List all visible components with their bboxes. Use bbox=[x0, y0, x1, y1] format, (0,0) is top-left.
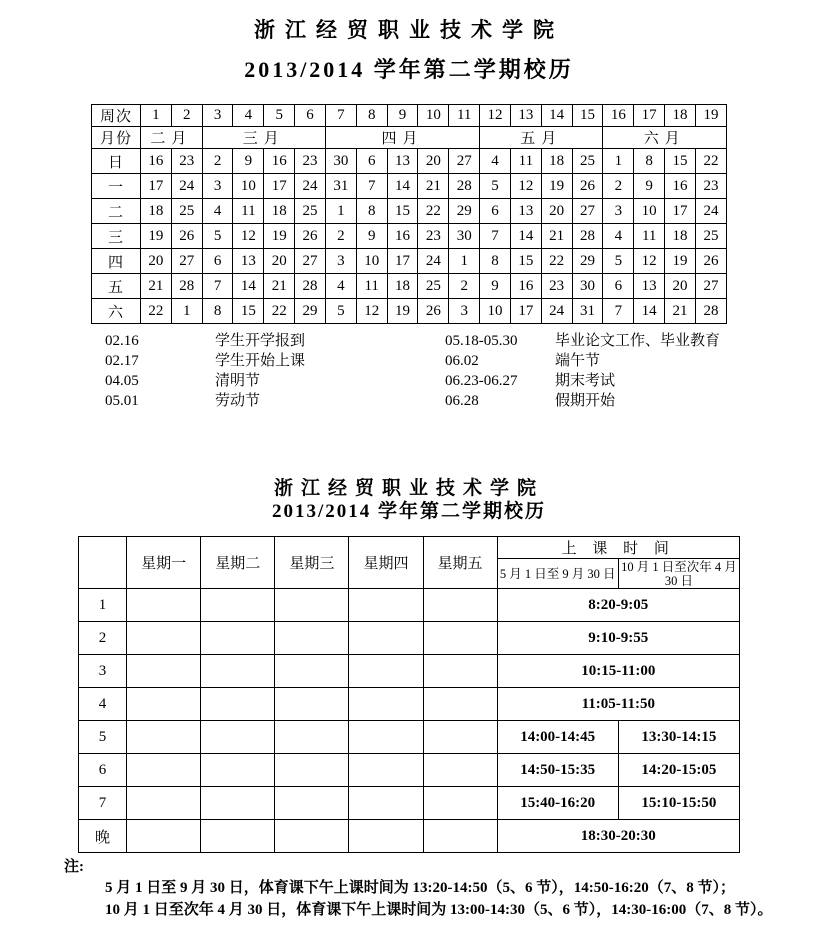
school-name-title: 浙江经贸职业技术学院 bbox=[254, 18, 564, 42]
time-value-merged: 18:30-20:30 bbox=[497, 820, 739, 853]
weekday-label: 四 bbox=[92, 249, 141, 274]
date-cell: 16 bbox=[141, 149, 172, 174]
date-cell: 3 bbox=[449, 299, 480, 324]
date-cell: 4 bbox=[603, 224, 634, 249]
calendar-table-body bbox=[92, 105, 727, 324]
date-cell: 20 bbox=[418, 149, 449, 174]
notes-lines bbox=[64, 877, 818, 921]
date-cell: 10 bbox=[356, 249, 387, 274]
time-value-winter: 15:10-15:50 bbox=[618, 787, 739, 820]
month-header-row bbox=[92, 127, 727, 149]
calendar-day-row bbox=[92, 274, 727, 299]
date-cell: 19 bbox=[541, 174, 572, 199]
schedule-corner-cell bbox=[79, 537, 127, 589]
date-cell: 11 bbox=[356, 274, 387, 299]
date-cell: 7 bbox=[603, 299, 634, 324]
time-value-merged: 8:20-9:05 bbox=[497, 589, 739, 622]
date-cell: 19 bbox=[387, 299, 418, 324]
event-row bbox=[105, 391, 818, 411]
calendar-day-row bbox=[92, 224, 727, 249]
date-cell: 4 bbox=[325, 274, 356, 299]
date-cell: 12 bbox=[510, 174, 541, 199]
date-cell: 20 bbox=[541, 199, 572, 224]
date-cell: 21 bbox=[264, 274, 295, 299]
date-cell: 1 bbox=[325, 199, 356, 224]
date-cell: 16 bbox=[665, 174, 696, 199]
date-cell: 4 bbox=[480, 149, 511, 174]
schedule-sheet bbox=[0, 477, 818, 921]
date-cell: 23 bbox=[418, 224, 449, 249]
note-line: 5 月 1 日至 9 月 30 日，体育课下午上课时间为 13:20-14:50（5、6 节），14:50-16:20（7、8 节）； bbox=[105, 880, 735, 896]
date-cell: 20 bbox=[264, 249, 295, 274]
date-cell: 3 bbox=[325, 249, 356, 274]
schedule-empty-cell bbox=[127, 820, 201, 853]
period-label: 1 bbox=[79, 589, 127, 622]
date-cell: 6 bbox=[202, 249, 233, 274]
date-cell: 26 bbox=[171, 224, 202, 249]
period-label: 6 bbox=[79, 754, 127, 787]
date-cell: 28 bbox=[449, 174, 480, 199]
period-label: 3 bbox=[79, 655, 127, 688]
date-cell: 2 bbox=[325, 224, 356, 249]
date-cell: 2 bbox=[449, 274, 480, 299]
calendar-events bbox=[105, 331, 818, 411]
month-row-label: 月份 bbox=[92, 127, 141, 149]
date-cell: 5 bbox=[325, 299, 356, 324]
calendar-day-row bbox=[92, 299, 727, 324]
date-cell: 13 bbox=[387, 149, 418, 174]
schedule-row bbox=[79, 787, 740, 820]
date-cell: 30 bbox=[325, 149, 356, 174]
date-cell: 31 bbox=[325, 174, 356, 199]
date-cell: 20 bbox=[141, 249, 172, 274]
schedule-empty-cell bbox=[423, 721, 497, 754]
date-cell: 18 bbox=[141, 199, 172, 224]
date-cell: 8 bbox=[480, 249, 511, 274]
schedule-empty-cell bbox=[423, 754, 497, 787]
date-cell: 20 bbox=[665, 274, 696, 299]
note-line: 10 月 1 日至次年 4 月 30 日，体育课下午上课时间为 13:00-14:30（5、6 节），14:30-16:00（7、8 节）。 bbox=[105, 902, 773, 918]
date-cell: 16 bbox=[387, 224, 418, 249]
schedule-empty-cell bbox=[349, 655, 423, 688]
semester-calendar-title: 2013/2014 学年第二学期校历 bbox=[244, 57, 574, 82]
calendar-sheet bbox=[0, 14, 818, 411]
week-number-cell: 9 bbox=[387, 105, 418, 127]
event-date: 06.23-06.27 bbox=[445, 373, 518, 389]
time-value-winter: 14:20-15:05 bbox=[618, 754, 739, 787]
schedule-empty-cell bbox=[201, 721, 275, 754]
schedule-header-row-1 bbox=[79, 537, 740, 559]
date-cell: 22 bbox=[541, 249, 572, 274]
weekday-label: 三 bbox=[92, 224, 141, 249]
schedule-empty-cell bbox=[127, 787, 201, 820]
notes-label: 注: bbox=[64, 859, 84, 875]
date-cell: 13 bbox=[233, 249, 264, 274]
event-date: 06.02 bbox=[445, 353, 479, 369]
date-cell: 6 bbox=[356, 149, 387, 174]
date-cell: 7 bbox=[480, 224, 511, 249]
date-cell: 11 bbox=[510, 149, 541, 174]
date-cell: 9 bbox=[480, 274, 511, 299]
schedule-empty-cell bbox=[201, 754, 275, 787]
date-cell: 7 bbox=[356, 174, 387, 199]
date-cell: 8 bbox=[356, 199, 387, 224]
date-cell: 14 bbox=[233, 274, 264, 299]
date-cell: 1 bbox=[449, 249, 480, 274]
schedule-empty-cell bbox=[201, 655, 275, 688]
schedule-row bbox=[79, 589, 740, 622]
time-period-summer-label: 5 月 1 日至 9 月 30 日 bbox=[499, 566, 616, 581]
week-number-cell: 13 bbox=[510, 105, 541, 127]
date-cell: 3 bbox=[603, 199, 634, 224]
event-date: 02.17 bbox=[105, 353, 139, 369]
schedule-empty-cell bbox=[423, 622, 497, 655]
week-row-label: 周次 bbox=[92, 105, 141, 127]
event-row bbox=[105, 351, 818, 371]
date-cell: 30 bbox=[572, 274, 603, 299]
week-number-cell: 5 bbox=[264, 105, 295, 127]
schedule-empty-cell bbox=[349, 787, 423, 820]
date-cell: 17 bbox=[510, 299, 541, 324]
date-cell: 24 bbox=[171, 174, 202, 199]
date-cell: 27 bbox=[295, 249, 326, 274]
date-cell: 11 bbox=[233, 199, 264, 224]
day-header-cell: 星期四 bbox=[349, 537, 423, 589]
schedule-empty-cell bbox=[275, 820, 349, 853]
schedule-empty-cell bbox=[275, 754, 349, 787]
date-cell: 13 bbox=[634, 274, 665, 299]
schedule-empty-cell bbox=[423, 655, 497, 688]
class-time-header: 上 课 时 间 bbox=[497, 537, 739, 559]
date-cell: 1 bbox=[171, 299, 202, 324]
date-cell: 15 bbox=[233, 299, 264, 324]
date-cell: 24 bbox=[695, 199, 726, 224]
period-label: 晚 bbox=[79, 820, 127, 853]
date-cell: 22 bbox=[418, 199, 449, 224]
day-header-cell: 星期二 bbox=[201, 537, 275, 589]
date-cell: 26 bbox=[295, 224, 326, 249]
date-cell: 25 bbox=[171, 199, 202, 224]
date-cell: 17 bbox=[665, 199, 696, 224]
date-cell: 30 bbox=[449, 224, 480, 249]
date-cell: 5 bbox=[603, 249, 634, 274]
week-number-cell: 16 bbox=[603, 105, 634, 127]
schedule-table-body bbox=[79, 537, 740, 853]
week-number-cell: 10 bbox=[418, 105, 449, 127]
week-number-cell: 17 bbox=[634, 105, 665, 127]
date-cell: 15 bbox=[510, 249, 541, 274]
date-cell: 31 bbox=[572, 299, 603, 324]
schedule-row bbox=[79, 622, 740, 655]
event-name: 假期开始 bbox=[555, 393, 616, 409]
date-cell: 18 bbox=[387, 274, 418, 299]
date-cell: 16 bbox=[264, 149, 295, 174]
period-label: 7 bbox=[79, 787, 127, 820]
schedule-empty-cell bbox=[201, 589, 275, 622]
week-number-cell: 6 bbox=[295, 105, 326, 127]
month-cell: 六月 bbox=[603, 127, 727, 149]
date-cell: 28 bbox=[171, 274, 202, 299]
event-date: 05.01 bbox=[105, 393, 139, 409]
calendar-table bbox=[91, 104, 727, 324]
date-cell: 21 bbox=[541, 224, 572, 249]
week-number-cell: 11 bbox=[449, 105, 480, 127]
month-cell: 三月 bbox=[202, 127, 325, 149]
date-cell: 6 bbox=[480, 199, 511, 224]
school-name-title-2: 浙江经贸职业技术学院 bbox=[273, 478, 544, 499]
week-number-cell: 18 bbox=[665, 105, 696, 127]
date-cell: 25 bbox=[572, 149, 603, 174]
schedule-empty-cell bbox=[275, 622, 349, 655]
week-number-cell: 8 bbox=[356, 105, 387, 127]
date-cell: 24 bbox=[541, 299, 572, 324]
date-cell: 21 bbox=[665, 299, 696, 324]
period-label: 4 bbox=[79, 688, 127, 721]
calendar-day-row bbox=[92, 149, 727, 174]
date-cell: 14 bbox=[387, 174, 418, 199]
schedule-empty-cell bbox=[349, 721, 423, 754]
time-period-winter: 10 月 1 日至次年 4 月 30 日 bbox=[618, 559, 739, 589]
date-cell: 18 bbox=[665, 224, 696, 249]
event-name: 学生开始上课 bbox=[215, 353, 306, 369]
date-cell: 2 bbox=[603, 174, 634, 199]
date-cell: 1 bbox=[603, 149, 634, 174]
event-name: 期末考试 bbox=[555, 373, 616, 389]
date-cell: 17 bbox=[141, 174, 172, 199]
weekday-label: 二 bbox=[92, 199, 141, 224]
date-cell: 7 bbox=[202, 274, 233, 299]
time-value-summer: 14:00-14:45 bbox=[497, 721, 618, 754]
date-cell: 18 bbox=[264, 199, 295, 224]
date-cell: 19 bbox=[264, 224, 295, 249]
date-cell: 26 bbox=[418, 299, 449, 324]
time-period-summer bbox=[497, 559, 618, 589]
date-cell: 26 bbox=[572, 174, 603, 199]
date-cell: 4 bbox=[202, 199, 233, 224]
schedule-empty-cell bbox=[201, 820, 275, 853]
date-cell: 10 bbox=[634, 199, 665, 224]
date-cell: 28 bbox=[695, 299, 726, 324]
day-header-cell: 星期三 bbox=[275, 537, 349, 589]
date-cell: 16 bbox=[510, 274, 541, 299]
date-cell: 9 bbox=[634, 174, 665, 199]
date-cell: 27 bbox=[695, 274, 726, 299]
schedule-empty-cell bbox=[275, 589, 349, 622]
event-date: 04.05 bbox=[105, 373, 139, 389]
date-cell: 27 bbox=[449, 149, 480, 174]
date-cell: 2 bbox=[202, 149, 233, 174]
date-cell: 5 bbox=[202, 224, 233, 249]
weekday-label: 五 bbox=[92, 274, 141, 299]
date-cell: 22 bbox=[264, 299, 295, 324]
date-cell: 14 bbox=[634, 299, 665, 324]
schedule-empty-cell bbox=[349, 688, 423, 721]
date-cell: 22 bbox=[695, 149, 726, 174]
schedule-empty-cell bbox=[127, 721, 201, 754]
time-value-summer: 15:40-16:20 bbox=[497, 787, 618, 820]
date-cell: 22 bbox=[141, 299, 172, 324]
date-cell: 8 bbox=[202, 299, 233, 324]
date-cell: 19 bbox=[141, 224, 172, 249]
date-cell: 24 bbox=[295, 174, 326, 199]
schedule-empty-cell bbox=[201, 622, 275, 655]
week-number-cell: 14 bbox=[541, 105, 572, 127]
date-cell: 5 bbox=[480, 174, 511, 199]
schedule-row bbox=[79, 721, 740, 754]
event-row bbox=[105, 371, 818, 391]
event-name: 劳动节 bbox=[215, 393, 261, 409]
calendar-day-row bbox=[92, 199, 727, 224]
week-number-cell: 2 bbox=[171, 105, 202, 127]
schedule-row bbox=[79, 754, 740, 787]
date-cell: 12 bbox=[634, 249, 665, 274]
date-cell: 23 bbox=[171, 149, 202, 174]
week-number-cell: 19 bbox=[695, 105, 726, 127]
calendar-day-row bbox=[92, 249, 727, 274]
date-cell: 25 bbox=[418, 274, 449, 299]
date-cell: 23 bbox=[695, 174, 726, 199]
date-cell: 12 bbox=[233, 224, 264, 249]
date-cell: 23 bbox=[541, 274, 572, 299]
semester-calendar-title-2: 2013/2014 学年第二学期校历 bbox=[271, 501, 547, 522]
time-value-merged: 10:15-11:00 bbox=[497, 655, 739, 688]
event-name: 清明节 bbox=[215, 373, 261, 389]
date-cell: 25 bbox=[295, 199, 326, 224]
page bbox=[0, 14, 818, 928]
month-cell: 四月 bbox=[325, 127, 479, 149]
date-cell: 21 bbox=[418, 174, 449, 199]
date-cell: 6 bbox=[603, 274, 634, 299]
event-name: 毕业论文工作、毕业教育 bbox=[555, 333, 721, 349]
event-date: 05.18-05.30 bbox=[445, 333, 518, 349]
schedule-empty-cell bbox=[127, 622, 201, 655]
schedule-empty-cell bbox=[349, 754, 423, 787]
date-cell: 21 bbox=[141, 274, 172, 299]
week-number-cell: 15 bbox=[572, 105, 603, 127]
week-number-cell: 7 bbox=[325, 105, 356, 127]
schedule-empty-cell bbox=[201, 787, 275, 820]
time-value-merged: 11:05-11:50 bbox=[497, 688, 739, 721]
date-cell: 13 bbox=[510, 199, 541, 224]
date-cell: 15 bbox=[387, 199, 418, 224]
month-cell: 二月 bbox=[141, 127, 203, 149]
date-cell: 8 bbox=[634, 149, 665, 174]
date-cell: 19 bbox=[665, 249, 696, 274]
weekday-label: 一 bbox=[92, 174, 141, 199]
event-name: 端午节 bbox=[555, 353, 601, 369]
week-number-cell: 3 bbox=[202, 105, 233, 127]
schedule-empty-cell bbox=[349, 820, 423, 853]
day-header-cell: 星期五 bbox=[423, 537, 497, 589]
schedule-empty-cell bbox=[127, 688, 201, 721]
date-cell: 29 bbox=[572, 249, 603, 274]
schedule-empty-cell bbox=[349, 622, 423, 655]
schedule-empty-cell bbox=[201, 688, 275, 721]
schedule-empty-cell bbox=[127, 589, 201, 622]
date-cell: 29 bbox=[295, 299, 326, 324]
schedule-empty-cell bbox=[423, 589, 497, 622]
date-cell: 15 bbox=[665, 149, 696, 174]
event-date: 06.28 bbox=[445, 393, 479, 409]
schedule-row bbox=[79, 688, 740, 721]
date-cell: 26 bbox=[695, 249, 726, 274]
month-cell: 五月 bbox=[480, 127, 603, 149]
time-value-summer: 14:50-15:35 bbox=[497, 754, 618, 787]
schedule-empty-cell bbox=[275, 688, 349, 721]
schedule-empty-cell bbox=[349, 589, 423, 622]
event-row bbox=[105, 331, 818, 351]
date-cell: 18 bbox=[541, 149, 572, 174]
date-cell: 10 bbox=[233, 174, 264, 199]
event-name: 学生开学报到 bbox=[215, 333, 306, 349]
date-cell: 12 bbox=[356, 299, 387, 324]
schedule-empty-cell bbox=[275, 721, 349, 754]
schedule-empty-cell bbox=[127, 655, 201, 688]
schedule-table bbox=[78, 536, 740, 853]
schedule-empty-cell bbox=[127, 754, 201, 787]
date-cell: 9 bbox=[356, 224, 387, 249]
date-cell: 9 bbox=[233, 149, 264, 174]
weekday-label: 六 bbox=[92, 299, 141, 324]
date-cell: 27 bbox=[171, 249, 202, 274]
date-cell: 3 bbox=[202, 174, 233, 199]
schedule-empty-cell bbox=[423, 688, 497, 721]
date-cell: 25 bbox=[695, 224, 726, 249]
period-label: 5 bbox=[79, 721, 127, 754]
week-number-cell: 4 bbox=[233, 105, 264, 127]
date-cell: 10 bbox=[480, 299, 511, 324]
schedule-empty-cell bbox=[275, 655, 349, 688]
week-number-cell: 1 bbox=[141, 105, 172, 127]
week-header-row bbox=[92, 105, 727, 127]
schedule-row bbox=[79, 655, 740, 688]
date-cell: 29 bbox=[449, 199, 480, 224]
date-cell: 11 bbox=[634, 224, 665, 249]
date-cell: 23 bbox=[295, 149, 326, 174]
date-cell: 28 bbox=[572, 224, 603, 249]
date-cell: 24 bbox=[418, 249, 449, 274]
schedule-empty-cell bbox=[275, 787, 349, 820]
date-cell: 17 bbox=[387, 249, 418, 274]
date-cell: 27 bbox=[572, 199, 603, 224]
period-label: 2 bbox=[79, 622, 127, 655]
time-value-winter: 13:30-14:15 bbox=[618, 721, 739, 754]
date-cell: 28 bbox=[295, 274, 326, 299]
date-cell: 14 bbox=[510, 224, 541, 249]
event-date: 02.16 bbox=[105, 333, 139, 349]
schedule-row bbox=[79, 820, 740, 853]
weekday-label: 日 bbox=[92, 149, 141, 174]
time-value-merged: 9:10-9:55 bbox=[497, 622, 739, 655]
week-number-cell: 12 bbox=[480, 105, 511, 127]
schedule-empty-cell bbox=[423, 820, 497, 853]
schedule-notes bbox=[64, 857, 818, 921]
schedule-empty-cell bbox=[423, 787, 497, 820]
calendar-day-row bbox=[92, 174, 727, 199]
day-header-cell: 星期一 bbox=[127, 537, 201, 589]
date-cell: 17 bbox=[264, 174, 295, 199]
